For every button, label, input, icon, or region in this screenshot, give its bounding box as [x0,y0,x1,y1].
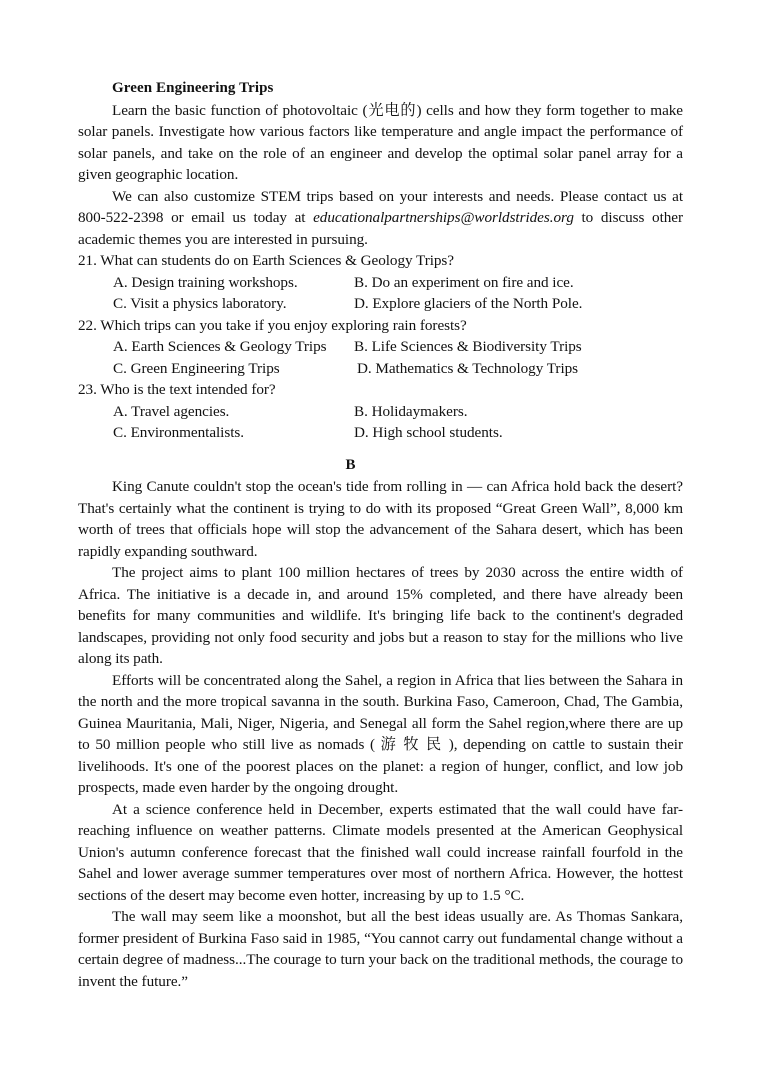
question-21-option-b[interactable]: B. Do an experiment on fire and ice. [354,273,574,291]
question-22-option-a[interactable]: A. Earth Sciences & Geology Trips [113,338,327,355]
section-b-paragraph-4: At a science conference held in December, experts estimated that the wall could have far-reaching influence on weather patterns. Climate models presented at the American Geophysical Union's autumn conference forecast that the finished wall could increase rainfall fourfold in the Sahel and lower average summer temperatures over most of northern Africa. However, the hottest sections of the desert may become even hotter, increasing by up to 1.5 °C. [78,800,683,904]
section-b-paragraph-3: Efforts will be concentrated along the Sahel, a region in Africa that lies between the Sahara in the north and the more tropical savanna in the south. Burkina Faso, Cameroon, Chad, The Gambia, Guinea Mauritania, Mali, Niger, Nigeria, and Senegal all form the Sahel region,where there are up to 50 million people who still live as nomads ( 游 牧 民 ), depending on cattle to sustain their livelihoods. It's one of the poorest places on the planet: a region of hunger, conflict, and low job prospects, made even harder by the ongoing drought. [78,671,683,796]
contact-text-before-email: We can also customize STEM trips based on your interests and needs. Please contact us at 800-522-2398 or email us today at [78,187,683,226]
question-21-prompt: 21. What can students do on Earth Sciences & Geology Trips? [78,252,454,269]
section-a-heading: Green Engineering Trips [112,80,274,96]
section-b-paragraph-2: The project aims to plant 100 million hectares of trees by 2030 across the entire width of Africa. The initiative is a decade in, and around 15% completed, and there have already been benefits for many communities and wildlife. It's bringing life back to the continent's degraded landscapes, providing not only food security and jobs but a reason to stay for the millions who live along its path. [78,564,683,667]
question-21-option-d[interactable]: D. Explore glaciers of the North Pole. [354,295,583,312]
question-21-options-row-2 [78,293,683,315]
section-a-paragraph-1: Learn the basic function of photovoltaic (光电的) cells and how they form together to make solar panels. Investigate how various factors like temperature and angle impact the performance of solar panels, and take on the role of an engineer and develop the optimal solar panel array for a given geographic location. [78,101,683,183]
contact-email: educationalpartnerships@worldstrides.org [313,209,574,226]
section-b-paragraph-1: King Canute couldn't stop the ocean's tide from rolling in — can Africa hold back the desert? That's certainly what the continent is trying to do with its proposed “Great Green Wall”, 8,000 km worth of trees that officials hope will stop the advancement of the Sahara desert, which has been rapidly expanding southward. [78,478,683,560]
question-21-options-row-1 [78,272,683,294]
question-23-option-d[interactable]: D. High school students. [354,424,503,441]
question-23-options-row-1 [78,401,683,423]
question-23-option-c[interactable]: C. Environmentalists. [113,424,244,441]
section-a-paragraph-2 [78,186,683,251]
section-b-letter: B [345,456,356,473]
section-b-paragraph-5: The wall may seem like a moonshot, but all the best ideas usually are. As Thomas Sankara, former president of Burkina Faso said in 1985, “You cannot carry out fundamental change without a certain degree of madness...The courage to turn your back on the traditional methods, the courage to invent the future.” [78,908,683,990]
question-22-options-row-1 [78,336,683,358]
question-22-option-d[interactable]: D. Mathematics & Technology Trips [357,359,579,377]
question-22-options-row-2 [78,358,683,380]
question-21-option-a[interactable]: A. Design training workshops. [113,273,298,291]
question-22-option-b[interactable]: B. Life Sciences & Biodiversity Trips [354,338,582,355]
question-22-option-c[interactable]: C. Green Engineering Trips [113,359,280,377]
contact-text-after-email: to discuss other academic themes you are interested in pursuing. [78,209,683,248]
question-23-option-a[interactable]: A. Travel agencies. [113,402,230,420]
question-22-prompt: 22. Which trips can you take if you enjoy exploring rain forests? [78,316,467,334]
question-21-option-c[interactable]: C. Visit a physics laboratory. [113,295,287,312]
question-23-option-b[interactable]: B. Holidaymakers. [354,402,468,420]
exam-page [78,78,683,992]
question-23-prompt: 23. Who is the text intended for? [78,381,276,398]
question-23-options-row-2 [78,422,683,444]
